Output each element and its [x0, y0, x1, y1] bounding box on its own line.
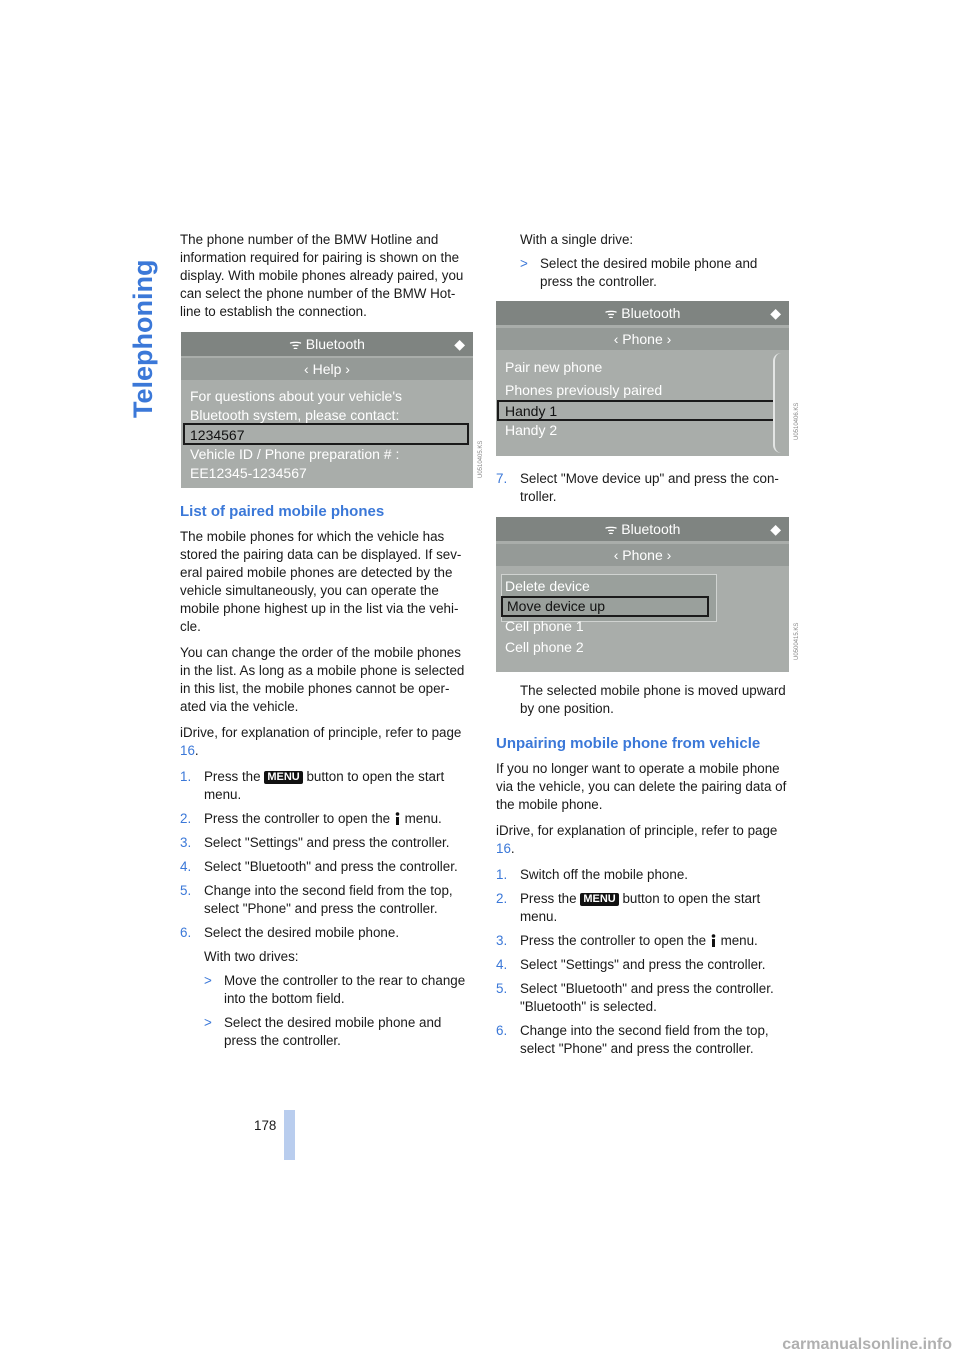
sub-step: > Move the controller to the rear to change into the bottom field.	[204, 973, 466, 1006]
step: 7. Select "Move device up" and press the con-troller.	[496, 471, 779, 504]
step: 6. Change into the second field from the top, select "Phone" and press the controller.	[496, 1023, 769, 1056]
screen-line: EE12345-1234567	[190, 465, 307, 481]
step: 3. Press the controller to open the menu.	[496, 933, 758, 948]
step: 2. Press the MENU button to open the start menu.	[496, 891, 761, 924]
help-screen	[181, 332, 473, 488]
hotline-number: 1234567	[190, 427, 245, 443]
screen-title-bar: ᯤ Bluetooth ◆	[496, 301, 789, 325]
scroll-arc	[773, 353, 785, 453]
left-column	[180, 231, 473, 329]
step: 4. Select "Bluetooth" and press the controller.	[180, 859, 458, 874]
step: 2. Press the controller to open the menu.	[180, 811, 442, 826]
screen-subtitle: ‹ Help ›	[181, 358, 473, 380]
screen-line: Cell phone 2	[505, 639, 584, 655]
right-column-main	[496, 682, 792, 1064]
intro-paragraph: The phone number of the BMW Hotline and information required for pairing is shown on the display. With mobile phones already paired, you can select the phone number of the BMW Hot-line to establish the connection.	[180, 232, 464, 319]
page-number: 178	[254, 1118, 277, 1133]
paragraph: You can change the order of the mobile phones in the list. As long as a mobile phone is selected in this list, the mobile phones cannot be oper-ated via the vehicle.	[180, 645, 465, 714]
screen-line: Pair new phone	[505, 359, 603, 375]
compass-icon: ◆	[770, 305, 781, 321]
screen-line: Vehicle ID / Phone preparation # :	[190, 446, 400, 462]
screen-subtitle: ‹ Phone ›	[496, 544, 789, 566]
step: 3. Select "Settings" and press the controller.	[180, 835, 450, 850]
idrive-reference: iDrive, for explanation of principle, refer to page 16.	[496, 823, 778, 856]
image-tag: U0510405.KS	[478, 440, 484, 478]
heading-paired-list: List of paired mobile phones	[180, 503, 385, 520]
single-drive-label: With a single drive:	[520, 232, 634, 247]
step: 6. Select the desired mobile phone.	[180, 925, 400, 940]
step: 1. Press the MENU button to open the start menu.	[180, 769, 445, 802]
paragraph: If you no longer want to operate a mobile phone via the vehicle, you can delete the pairing data of the mobile phone.	[496, 761, 787, 812]
step: 4. Select "Settings" and press the controller.	[496, 957, 766, 972]
screen-title-bar: ᯤ Bluetooth ◆	[181, 332, 473, 356]
heading-unpairing: Unpairing mobile phone from vehicle	[496, 735, 761, 752]
selected-phone: Handy 1	[505, 403, 558, 419]
two-drives-list	[180, 972, 473, 1050]
paragraph: The mobile phones for which the vehicle has stored the pairing data can be displayed. If sev-eral paired mobile phones are detected by the vehicle simultaneously, you can operate the mobile phone highest up in the list via the vehi-cle.	[180, 529, 462, 634]
idrive-reference: iDrive, for explanation of principle, refer to page 16.	[180, 725, 462, 758]
page-link[interactable]: 16	[180, 743, 195, 758]
sub-step: > Select the desired mobile phone and press the controller.	[204, 1015, 442, 1048]
screen-line: Handy 2	[505, 422, 558, 438]
menu-item-delete: Delete device	[505, 578, 590, 594]
step7-block	[496, 470, 792, 512]
screen-line: Bluetooth system, please contact:	[190, 407, 400, 423]
page-link[interactable]: 16	[496, 841, 511, 856]
section-title	[122, 232, 162, 432]
compass-icon: ◆	[454, 336, 465, 352]
info-icon	[394, 812, 401, 825]
section-title-text: Telephoning	[128, 259, 158, 418]
menu-button-icon: MENU	[264, 771, 302, 784]
page-marker-bar	[284, 1110, 295, 1160]
step: 5. Select "Bluetooth" and press the controller. "Bluetooth" is selected.	[496, 981, 774, 1014]
screen-line: Phones previously paired	[505, 382, 663, 398]
moved-text: The selected mobile phone is moved upward by one position.	[520, 683, 786, 716]
screen-subtitle: ‹ Phone ›	[496, 328, 789, 350]
image-tag: U0500415.KS	[794, 622, 800, 660]
info-icon	[710, 934, 717, 947]
menu-button-icon: MENU	[580, 893, 618, 906]
image-tag: U0510406.KS	[794, 402, 800, 440]
screen-line: For questions about your vehicle's	[190, 388, 403, 404]
screen-line: Cell phone 1	[505, 618, 584, 634]
step: 5. Change into the second field from the top, select "Phone" and press the controller.	[180, 883, 453, 916]
move-device-screen	[496, 517, 789, 672]
bluetooth-icon: ᯤ	[289, 336, 306, 352]
two-drives-label: With two drives:	[204, 949, 299, 964]
phone-list-screen	[496, 301, 789, 456]
right-column-top	[496, 231, 792, 297]
bluetooth-icon: ᯤ	[604, 521, 622, 537]
watermark: carmanualsonline.info	[782, 1336, 952, 1353]
sub-step: > Select the desired mobile phone and press the controller.	[520, 256, 758, 289]
step: 1. Switch off the mobile phone.	[496, 867, 688, 882]
menu-item-move-up: Move device up	[507, 598, 606, 614]
bluetooth-icon: ᯤ	[604, 305, 622, 321]
left-column-main	[180, 502, 473, 1056]
screen-title-bar: ᯤ Bluetooth ◆	[496, 517, 789, 541]
compass-icon: ◆	[770, 521, 781, 537]
